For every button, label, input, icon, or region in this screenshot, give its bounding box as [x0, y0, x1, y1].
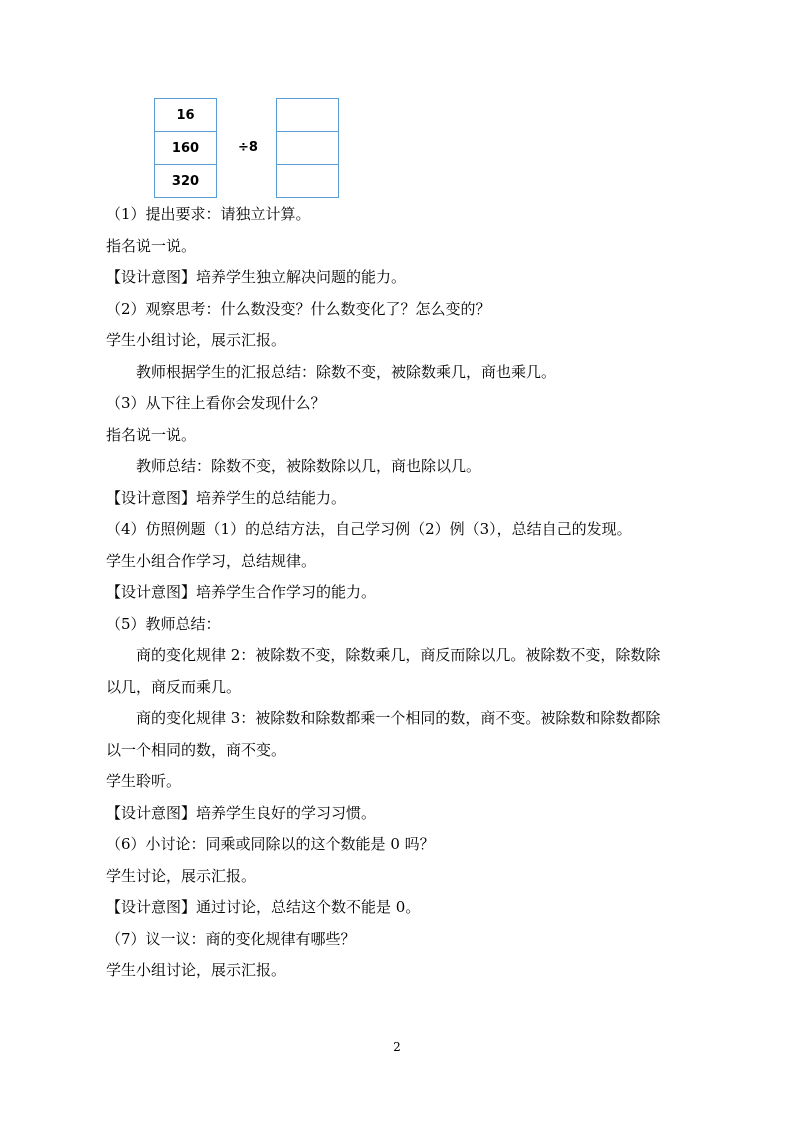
empty-answer-cell[interactable] — [277, 99, 339, 132]
text-line: 学生聆听。 — [106, 772, 182, 790]
document-body — [106, 199, 696, 987]
step-6-instruction: （6）小讨论：同乘或同除以的这个数能是 0 吗？ — [106, 835, 435, 853]
rule-2-text-cont: 以几，商反而乘几。 — [106, 677, 242, 696]
dividend-table — [154, 98, 217, 198]
text-line: 学生讨论，展示汇报。 — [106, 866, 257, 885]
step-7-instruction: （7）议一议：商的变化规律有哪些？ — [106, 929, 356, 948]
design-intent: 【设计意图】通过讨论，总结这个数不能是 0。 — [106, 898, 421, 916]
page-number: 2 — [393, 1040, 401, 1054]
teacher-summary: 教师总结：除数不变，被除数除以几，商也除以几。 — [136, 457, 482, 475]
table-row — [277, 99, 339, 132]
table-cell: 16 — [155, 99, 217, 132]
step-3-instruction: （3）从下往上看你会发现什么？ — [106, 394, 326, 412]
table-row — [155, 132, 217, 165]
step-1-instruction: （1）提出要求：请独立计算。 — [106, 205, 311, 223]
teacher-summary: 教师根据学生的汇报总结：除数不变，被除数乘几，商也乘几。 — [136, 362, 557, 381]
step-2-instruction: （2）观察思考：什么数没变？什么数变化了？怎么变的？ — [106, 299, 491, 318]
step-5-instruction: （5）教师总结： — [106, 614, 221, 633]
text-line: 学生小组合作学习，总结规律。 — [106, 551, 317, 570]
design-intent: 【设计意图】培养学生独立解决问题的能力。 — [106, 268, 407, 286]
table-row — [277, 132, 339, 165]
step-4-instruction: （4）仿照例题（1）的总结方法，自己学习例（2）例（3），总结自己的发现。 — [106, 520, 632, 538]
design-intent: 【设计意图】培养学生的总结能力。 — [106, 488, 347, 507]
quotient-table — [276, 98, 339, 198]
table-row — [155, 99, 217, 132]
empty-answer-cell[interactable] — [277, 165, 339, 198]
table-row — [277, 165, 339, 198]
table-cell: 320 — [155, 165, 217, 198]
rule-3-text-cont: 以一个相同的数，商不变。 — [106, 740, 287, 759]
table-row — [155, 165, 217, 198]
design-intent: 【设计意图】培养学生良好的学习习惯。 — [106, 803, 377, 822]
text-line: 学生小组讨论，展示汇报。 — [106, 961, 287, 979]
rule-3-text: 商的变化规律 3：被除数和除数都乘一个相同的数，商不变。被除数和除数都除 — [136, 709, 661, 727]
design-intent: 【设计意图】培养学生合作学习的能力。 — [106, 583, 377, 601]
division-operator: ÷8 — [238, 140, 258, 155]
text-line: 学生小组讨论，展示汇报。 — [106, 331, 287, 349]
text-line: 指名说一说。 — [106, 236, 197, 255]
rule-2-text: 商的变化规律 2：被除数不变，除数乘几，商反而除以几。被除数不变，除数除 — [136, 646, 661, 664]
table-cell: 160 — [155, 132, 217, 165]
text-line: 指名说一说。 — [106, 425, 197, 444]
empty-answer-cell[interactable] — [277, 132, 339, 165]
